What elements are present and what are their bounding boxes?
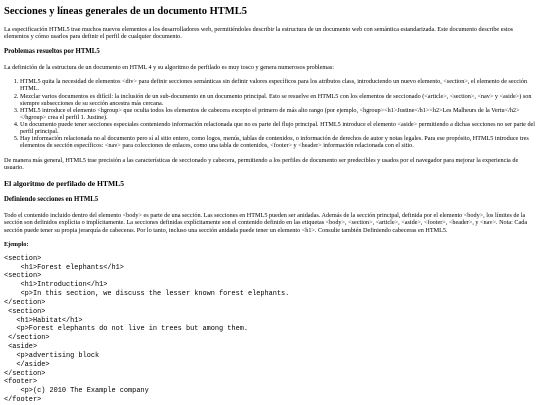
intro-paragraph: La especificación HTML5 trae muchos nuevos elementos a los desarrolladores web, permitiéndoles describir la estructura de un documento web con semántica estandarizada. Este documento describe estos elementos y cómo usarlos para definir el perfil de cualquier documento.: [4, 26, 514, 41]
page-title: Secciones y líneas generales de un documento HTML5: [4, 6, 247, 17]
problems-list: [4, 78, 536, 149]
sections-subheading: Definiendo secciones en HTML5: [4, 196, 99, 204]
list-item: 4. Un documento puede tener secciones especiales conteniendo información relacionada que no es parte del flujo principal. HTML5 introduce el elemento <aside> permitiendo a dichas secciones no ser parte del perfil principal.: [20, 121, 536, 135]
problems-paragraph: La definición de la estructura de un documento en HTML 4 y su algoritmo de perfilado es muy tosco y genera numerosos problemas:: [4, 64, 335, 72]
sections-paragraph: Todo el contenido incluido dentro del elemento <body> es parte de una sección. Las secciones en HTML5 pueden ser anidadas. Además de la sección principal, definida por el elemento <body>, los límites de la sección son definidos explícita o implícitamente. La secciones definidas explícitamente son el contenido definido en las etiquetas <body>, <section>, <article>, <aside>, <footer>, <header>, y <nav>. Nota: Cada sección puede tener su propia jerarquía de cabeceras. Por lo tanto, incluso una sección anidada puede tener un elemento <h1>. Consulte también Definiendo cabeceras en HTML5.: [4, 212, 528, 234]
problems-closing-paragraph: De manera más general, HTML5 trae precisión a las características de seccionado y cabecera, permitiendo a los perfiles de documento ser predecibles y usados por el navegador para mejorar la experiencia de usuario.: [4, 156, 519, 171]
problems-heading: Problemas resueltos por HTML5: [4, 48, 100, 56]
algorithm-heading: El algoritmo de perfilado de HTML5: [4, 178, 125, 188]
example-label: Ejemplo:: [4, 240, 29, 248]
code-example: <section> <h1>Forest elephants</h1> <section> <h1>Introduction</h1> <p>In this section, we discuss the lesser known forest elephants. </section> <section> <h1>Habitat</h1> <p>Forest elephants do not live in trees but among them. </section> <aside> <p>advertising block </aside> </section> <footer> <p>(c) 2010 The Example company </footer>: [4, 254, 290, 405]
list-item: 3. HTML5 introduce el elemento <hgroup> que oculta todos los elementos de cabecera excepto el primero de más alto rango (por ejemplo, <hgroup><h1>Justine</h1><h2>Les Malheurs de la Vertu</h2></hgroup> crea el perfil 1. Justine).: [20, 107, 536, 121]
list-item: 5. Hay información relacionada no al documento pero sí al sitio entero, como logos, menús, tablas de contenidos, o información de derechos de autor y notas legales. Para ese propósito, HTML5 introduce tres elementos de sección específicos: <nav> para colecciones de enlaces, como una tabla de contenidos, <footer> y <header> información relacionada con el sitio.: [20, 135, 536, 149]
list-item: 2. Mezclar varios documentos es difícil: la inclusión de un sub-documento en un documento principal. Esto se resuelve en HTML5 con los elementos de seccionado (<article>, <section>, <nav> y <aside>) son siempre subsecciones de su sección ancestra más cercana.: [20, 93, 536, 107]
list-item: 1. HTML5 quita la necesidad de elementos <div> para definir secciones semánticas sin definir valores específicos para los atributos class, introduciendo un nuevo elemento, <section>, el elemento de sección HTML.: [20, 78, 536, 92]
